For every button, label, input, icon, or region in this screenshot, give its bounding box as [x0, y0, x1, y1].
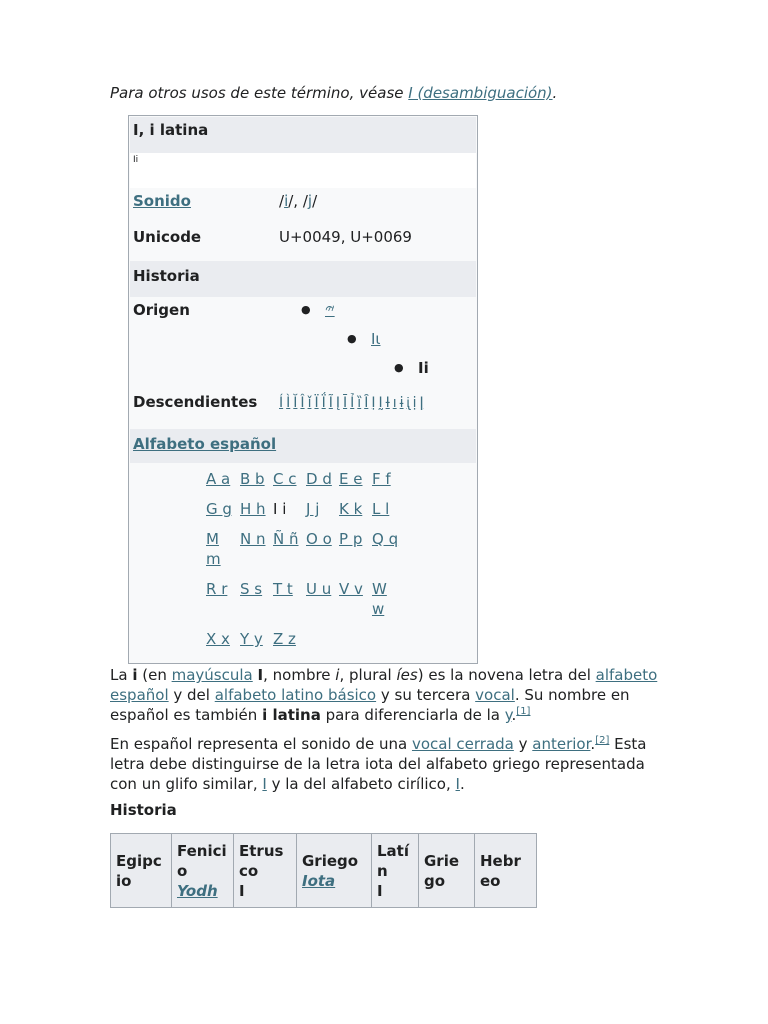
col-latin: [372, 834, 419, 908]
col-hebreo: [475, 834, 537, 908]
col-griego-2: [419, 834, 475, 908]
alphabet-letter[interactable]: Y y: [240, 630, 263, 648]
link-y[interactable]: y: [504, 706, 512, 724]
hatnote: [110, 84, 557, 102]
descendant-link[interactable]: Ĩ: [328, 395, 333, 411]
descendant-link[interactable]: Í: [279, 395, 284, 411]
text: para diferenciarla de la: [320, 706, 505, 724]
origin-bullet-2: ●: [347, 332, 357, 345]
text: y la del alfabeto cirílico,: [266, 775, 456, 793]
descendants-label: Descendientes: [133, 393, 258, 411]
alphabet-letter[interactable]: M m: [206, 530, 221, 568]
descendants-list: [279, 393, 427, 411]
alphabet-letter[interactable]: L l: [372, 500, 390, 518]
origin-label: Origen: [133, 301, 190, 319]
alphabet-letter[interactable]: W w: [372, 580, 387, 618]
descendant-link[interactable]: Ï: [314, 395, 319, 411]
link-alfabeto-espanol[interactable]: alfabeto español: [110, 666, 658, 704]
link-mayuscula[interactable]: mayúscula: [171, 666, 253, 684]
text: .: [590, 735, 596, 753]
descendant-link[interactable]: Ĭ: [293, 395, 298, 411]
origin-item-phoenician[interactable]: 𐤉: [325, 301, 335, 319]
col-egipcio: [111, 834, 172, 908]
alphabet-letter: I i: [273, 500, 287, 518]
alphabet-section-row: [130, 429, 476, 463]
alphabet-letter[interactable]: T t: [273, 580, 293, 598]
descendant-link[interactable]: ᶖ: [406, 395, 410, 411]
origin-row: [130, 297, 476, 393]
history-heading: Historia: [110, 801, 177, 819]
descendant-link[interactable]: ǀ: [419, 395, 424, 411]
descendant-link[interactable]: ȉ: [357, 395, 362, 411]
alphabet-letter[interactable]: K k: [339, 500, 363, 518]
link-vocal-cerrada[interactable]: vocal cerrada: [411, 735, 514, 753]
infobox-image-caption: Ii: [133, 155, 139, 165]
descendant-link[interactable]: Ì: [286, 395, 291, 411]
infobox-title: I, i latina: [133, 121, 209, 139]
unicode-value: U+0049, U+0069: [279, 228, 412, 246]
sound-row: [130, 188, 476, 224]
descendant-link[interactable]: Ỉ: [350, 395, 355, 411]
alphabet-letter[interactable]: X x: [206, 630, 230, 648]
text: Esta letra debe distinguirse de la letra iota del alfabeto griego representada con un glifo similar,: [110, 735, 647, 793]
infobox-image: [130, 153, 476, 188]
col-fenicio-label: Fenicio: [177, 841, 227, 880]
alphabet-letter[interactable]: Q q: [372, 530, 399, 548]
alphabet-letter[interactable]: H h: [240, 500, 266, 518]
history-section-row: [130, 261, 476, 297]
col-fenicio: [172, 834, 234, 908]
alphabet-grid: [130, 463, 476, 663]
text: ) es la novena letra del: [417, 666, 596, 684]
descendants-row: [130, 393, 476, 429]
alphabet-letter[interactable]: G g: [206, 500, 232, 518]
col-griego: [297, 834, 372, 908]
sound-label-link[interactable]: Sonido: [133, 192, 191, 210]
descendant-link[interactable]: Ḯ: [321, 395, 326, 411]
text: y: [513, 735, 533, 753]
sound-j-link[interactable]: j: [307, 192, 313, 210]
history-table: [110, 833, 537, 908]
alphabet-letter[interactable]: Ñ ñ: [273, 530, 299, 548]
unicode-label: Unicode: [133, 228, 202, 246]
link-iota[interactable]: Iota: [302, 871, 336, 890]
descendant-link[interactable]: Ȋ: [364, 395, 369, 411]
link-alfabeto-latino[interactable]: alfabeto latino básico: [214, 686, 377, 704]
sound-value: /i/, /j/: [279, 192, 318, 210]
descendant-link[interactable]: Ḭ: [378, 395, 383, 411]
alphabet-letter[interactable]: D d: [306, 470, 332, 488]
text: En español representa el sonido de una: [110, 735, 412, 753]
text: y su tercera: [376, 686, 476, 704]
text: , plural: [339, 666, 397, 684]
italic-i: i: [335, 666, 340, 684]
sound-i-link[interactable]: i: [284, 192, 289, 210]
col-griego-label: Griego: [302, 851, 359, 870]
descendant-link[interactable]: ǐ: [307, 395, 312, 411]
reference-1[interactable]: [1]: [516, 706, 531, 717]
col-etrusco: [234, 834, 297, 908]
alphabet-letter[interactable]: O o: [306, 530, 332, 548]
descendant-link[interactable]: ı: [392, 395, 397, 411]
text: .: [511, 706, 517, 724]
origin-bullet-3: ●: [394, 361, 404, 374]
latin-glyph: I: [377, 881, 383, 900]
paragraph-sound: [110, 734, 670, 794]
link-yodh[interactable]: Yodh: [177, 881, 218, 900]
alphabet-letter[interactable]: C c: [273, 470, 297, 488]
col-etrusco-label: Etrusco: [239, 841, 284, 880]
infobox: [128, 115, 478, 664]
descendant-link[interactable]: Ɨ: [385, 395, 390, 411]
alphabet-letter[interactable]: J j: [306, 500, 320, 518]
text: .: [459, 775, 465, 793]
alphabet-letter[interactable]: S s: [240, 580, 263, 598]
reference-2[interactable]: [2]: [595, 735, 610, 746]
paragraph-intro: [110, 665, 670, 725]
alphabet-letter[interactable]: P p: [339, 530, 363, 548]
link-anterior[interactable]: anterior: [532, 735, 591, 753]
bold-I: I: [257, 666, 264, 684]
alphabet-letter[interactable]: A a: [206, 470, 231, 488]
col-hebreo-label: Hebreo: [480, 851, 521, 890]
alphabet-letter[interactable]: N n: [240, 530, 266, 548]
history-section-heading: Historia: [133, 267, 200, 285]
history-table-header-row: [111, 834, 537, 908]
descendant-link[interactable]: Ị: [371, 395, 376, 411]
text: La: [110, 666, 133, 684]
origin-bullet-1: ●: [301, 303, 311, 316]
alphabet-letter[interactable]: U u: [306, 580, 332, 598]
link-vocal[interactable]: vocal: [475, 686, 515, 704]
alphabet-letter[interactable]: B b: [240, 470, 265, 488]
link-cyrillic-i[interactable]: І: [455, 775, 460, 793]
text: y del: [168, 686, 215, 704]
alphabet-letter[interactable]: F f: [372, 470, 391, 488]
text: , nombre: [263, 666, 336, 684]
italic-ies: íes: [396, 666, 418, 684]
alphabet-heading-link[interactable]: Alfabeto español: [133, 435, 277, 453]
infobox-title-row: [130, 117, 476, 153]
descendant-link[interactable]: ị: [412, 395, 417, 411]
descendant-link[interactable]: Ī: [343, 395, 348, 411]
hatnote-suffix: .: [552, 84, 558, 102]
unicode-row: [130, 224, 476, 260]
bold-i: i: [132, 666, 138, 684]
descendant-link[interactable]: ɨ: [399, 395, 404, 411]
col-griego-2-label: Griego: [424, 851, 460, 890]
etruscan-glyph: I: [239, 881, 245, 900]
origin-item-latin: Ii: [418, 359, 429, 377]
col-latin-label: Latín: [377, 841, 409, 880]
link-greek-iota[interactable]: Ι: [262, 775, 267, 793]
descendant-link[interactable]: Î: [300, 395, 305, 411]
hatnote-prefix: Para otros usos de este término, véase: [110, 84, 409, 102]
col-egipcio-label: Egipcio: [116, 851, 162, 890]
descendant-link[interactable]: Į: [335, 395, 341, 411]
text: (en: [137, 666, 172, 684]
alphabet-letter[interactable]: E e: [339, 470, 363, 488]
disambiguation-link[interactable]: I (desambiguación): [408, 84, 553, 102]
alphabet-letter[interactable]: Z z: [273, 630, 296, 648]
bold-i-latina: i latina: [262, 706, 321, 724]
origin-item-greek[interactable]: Iι: [371, 330, 381, 348]
text: . Su nombre en español es también: [110, 686, 630, 724]
alphabet-letter[interactable]: V v: [339, 580, 363, 598]
alphabet-letter[interactable]: R r: [206, 580, 228, 598]
